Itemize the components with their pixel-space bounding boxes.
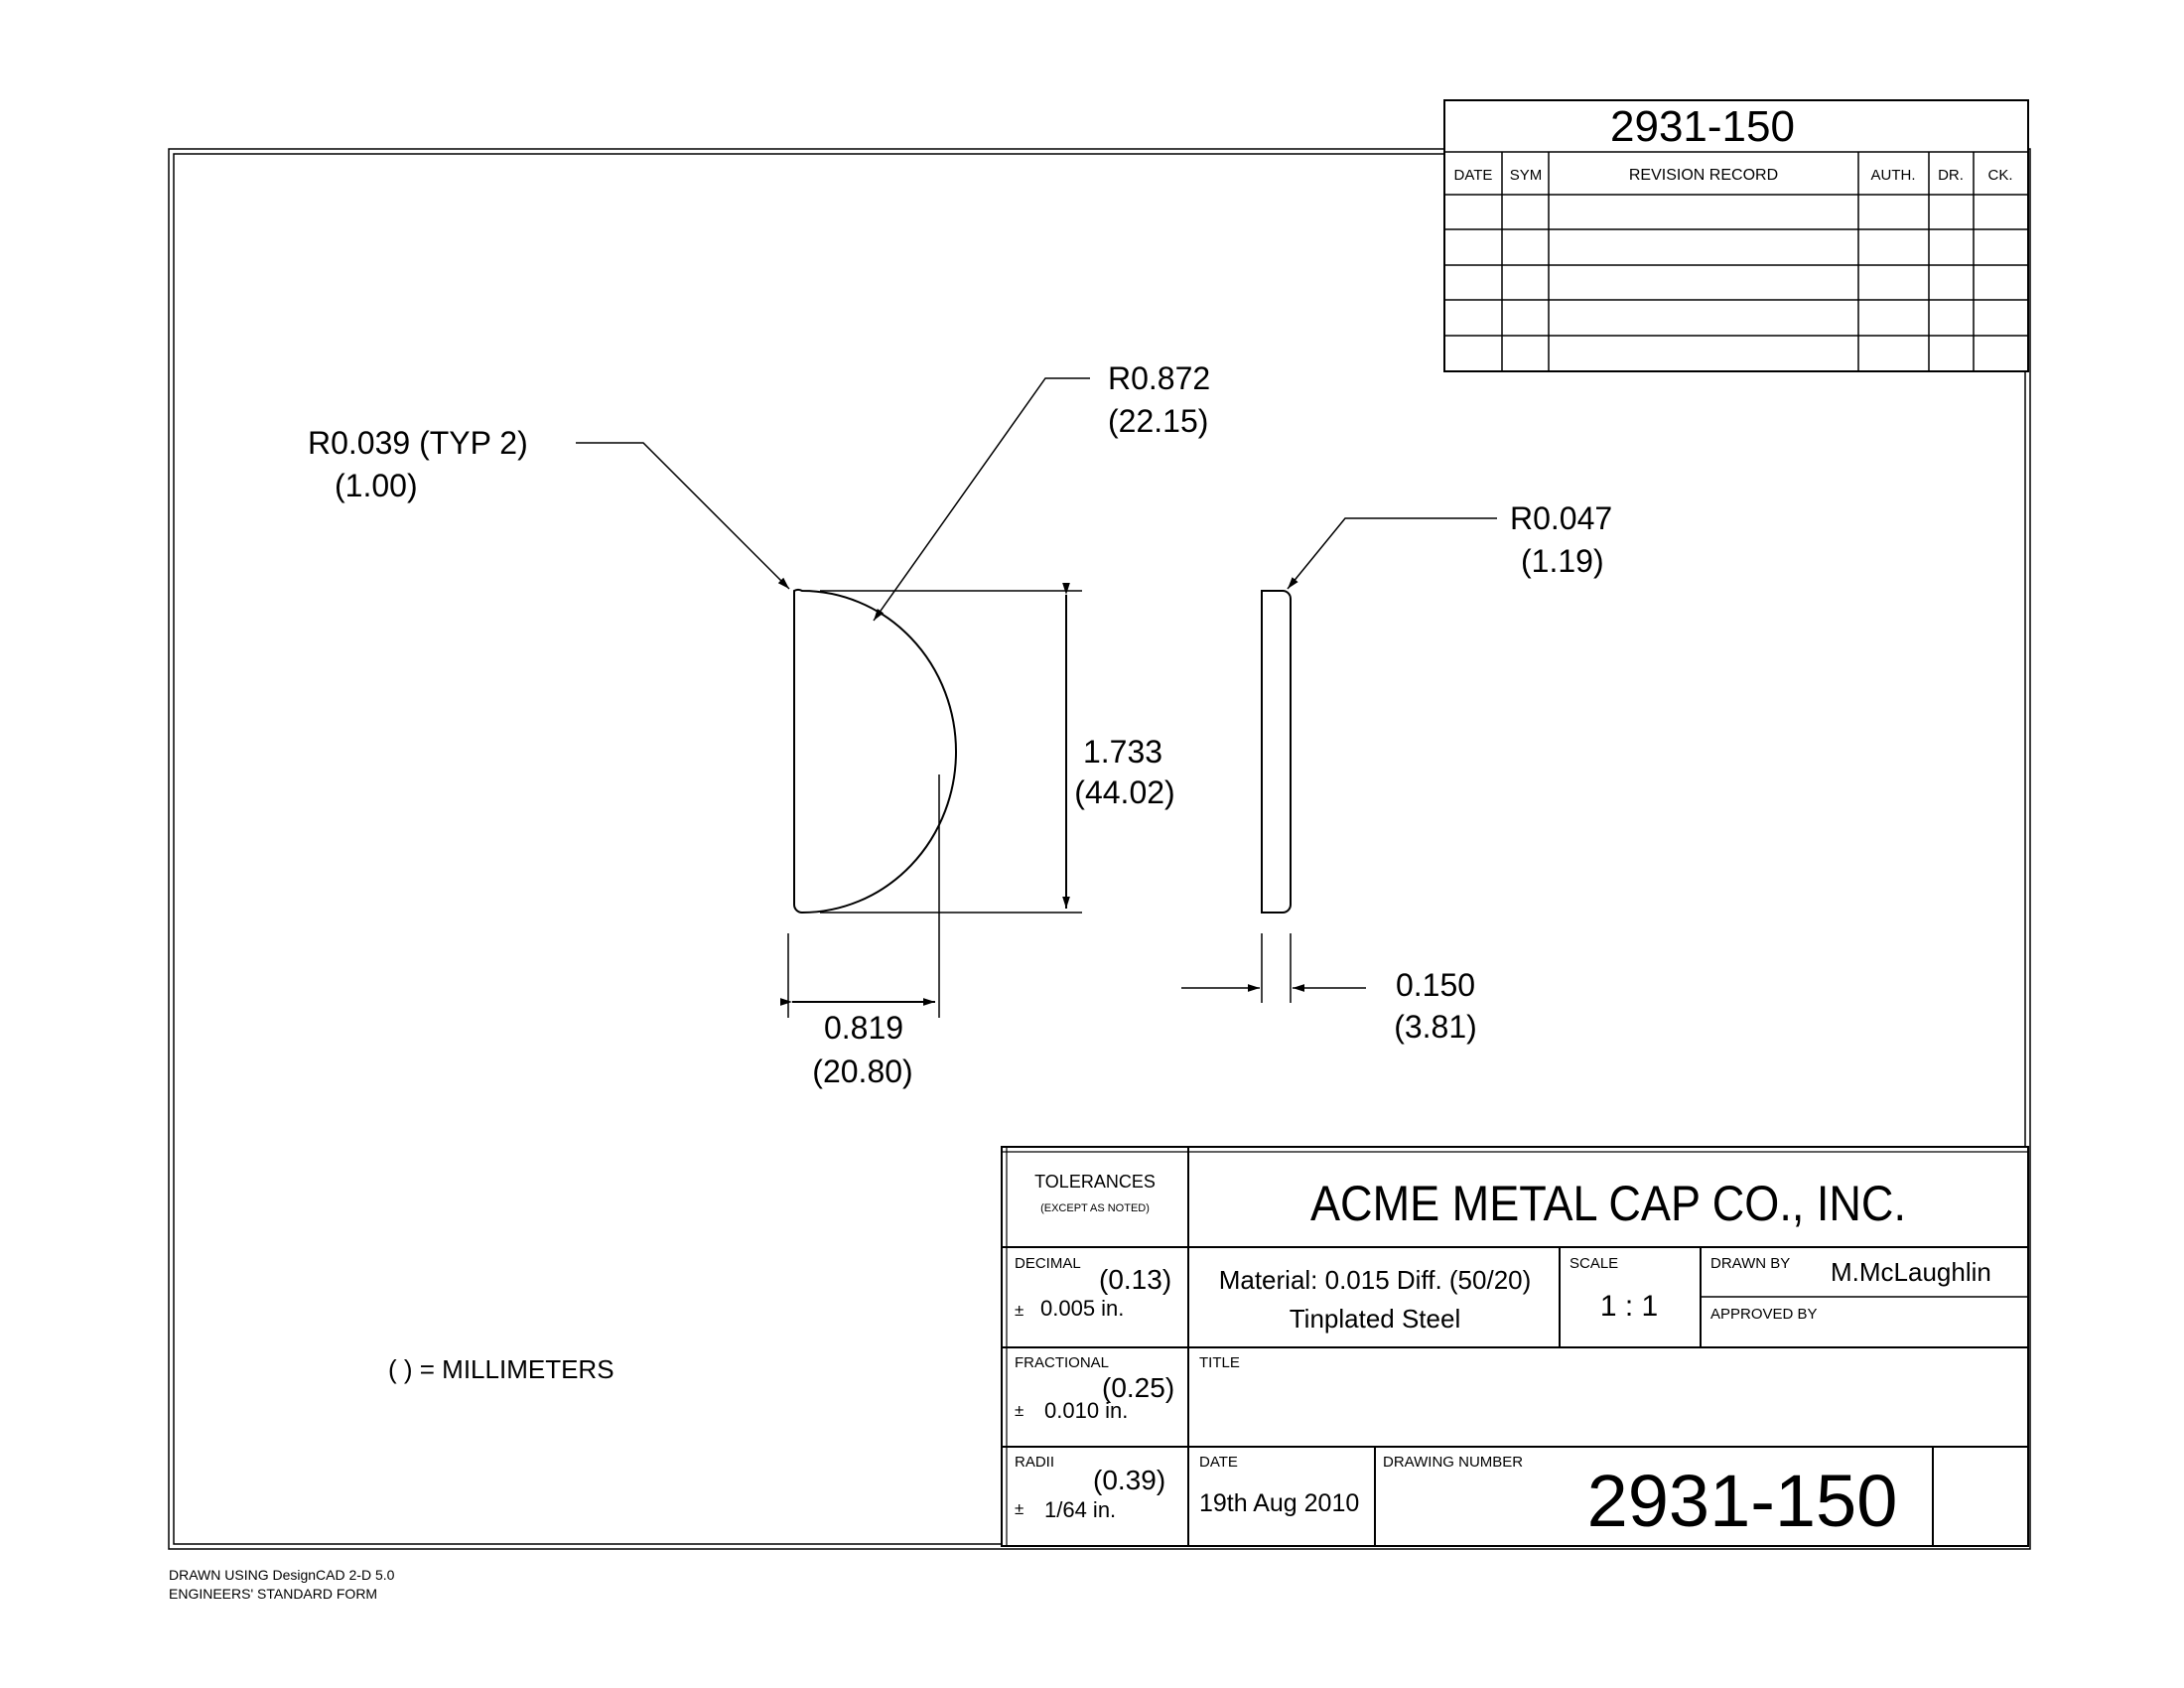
scale-label: SCALE — [1570, 1255, 1619, 1272]
fractional-tolerance-in: 0.010 in. — [1044, 1398, 1129, 1423]
scale-value: 1 : 1 — [1599, 1290, 1659, 1323]
footer-software: DRAWN USING DesignCAD 2-D 5.0 — [169, 1567, 395, 1583]
revision-block — [1444, 100, 2028, 371]
radii-plusminus: ± — [1015, 1499, 1024, 1518]
rev-header-revision-record: REVISION RECORD — [1628, 167, 1779, 184]
radii-tolerance-in: 1/64 in. — [1044, 1497, 1117, 1522]
footer-form: ENGINEERS' STANDARD FORM — [169, 1586, 378, 1602]
fractional-tolerance-mm: (0.25) — [1102, 1372, 1175, 1403]
radius-edge-leader — [1288, 518, 1497, 589]
rev-header-dr: DR. — [1938, 167, 1964, 184]
company-name: ACME METAL CAP CO., INC. — [1310, 1176, 1906, 1231]
rev-header-sym: SYM — [1509, 167, 1543, 184]
radius-corner-leader — [576, 443, 789, 589]
radius-arc-leader — [874, 378, 1090, 621]
radius-edge-dimension-mm: (1.19) — [1521, 543, 1604, 579]
radii-tolerance-mm: (0.39) — [1093, 1465, 1166, 1495]
date-value: 19th Aug 2010 — [1199, 1489, 1360, 1517]
fractional-label: FRACTIONAL — [1015, 1354, 1110, 1371]
radii-label: RADII — [1015, 1454, 1055, 1471]
drawing-number-label: DRAWING NUMBER — [1383, 1454, 1524, 1471]
material-line-2: Tinplated Steel — [1289, 1304, 1461, 1334]
radius-arc-dimension-mm: (22.15) — [1108, 403, 1209, 439]
drawn-by-value: M.McLaughlin — [1831, 1257, 1991, 1287]
rev-header-date: DATE — [1453, 167, 1493, 184]
approved-by-label: APPROVED BY — [1710, 1306, 1818, 1323]
title-label: TITLE — [1199, 1354, 1240, 1371]
radius-arc-dimension: R0.872 — [1108, 360, 1211, 396]
part-front-view — [794, 590, 956, 913]
width-dimension-mm: (20.80) — [812, 1054, 913, 1089]
radius-corner-dimension: R0.039 (TYP 2) — [308, 425, 528, 461]
decimal-label: DECIMAL — [1015, 1255, 1081, 1272]
drawn-by-label: DRAWN BY — [1710, 1255, 1791, 1272]
date-label: DATE — [1199, 1454, 1238, 1471]
fractional-plusminus: ± — [1015, 1401, 1024, 1420]
decimal-tolerance-in: 0.005 in. — [1040, 1296, 1125, 1321]
rev-header-auth: AUTH. — [1870, 167, 1916, 184]
radius-corner-dimension-mm: (1.00) — [335, 468, 418, 503]
decimal-tolerance-mm: (0.13) — [1099, 1264, 1172, 1295]
part-side-view — [1262, 591, 1291, 913]
height-dimension: 1.733 — [1082, 734, 1163, 770]
radius-edge-dimension: R0.047 — [1510, 500, 1613, 536]
thickness-dimension: 0.150 — [1395, 967, 1476, 1003]
decimal-plusminus: ± — [1015, 1301, 1024, 1320]
rev-header-ck: CK. — [1987, 167, 2013, 184]
thickness-dimension-mm: (3.81) — [1394, 1009, 1477, 1045]
drawing-number-value: 2931-150 — [1586, 1460, 1898, 1542]
width-dimension: 0.819 — [823, 1010, 904, 1046]
material-line-1: Material: 0.015 Diff. (50/20) — [1218, 1265, 1532, 1295]
tolerances-sublabel: (EXCEPT AS NOTED) — [1040, 1202, 1150, 1214]
tolerances-label: TOLERANCES — [1034, 1172, 1156, 1192]
units-note: ( ) = MILLIMETERS — [388, 1354, 614, 1384]
revision-part-number: 2931-150 — [1610, 102, 1795, 151]
height-dimension-mm: (44.02) — [1074, 774, 1175, 810]
